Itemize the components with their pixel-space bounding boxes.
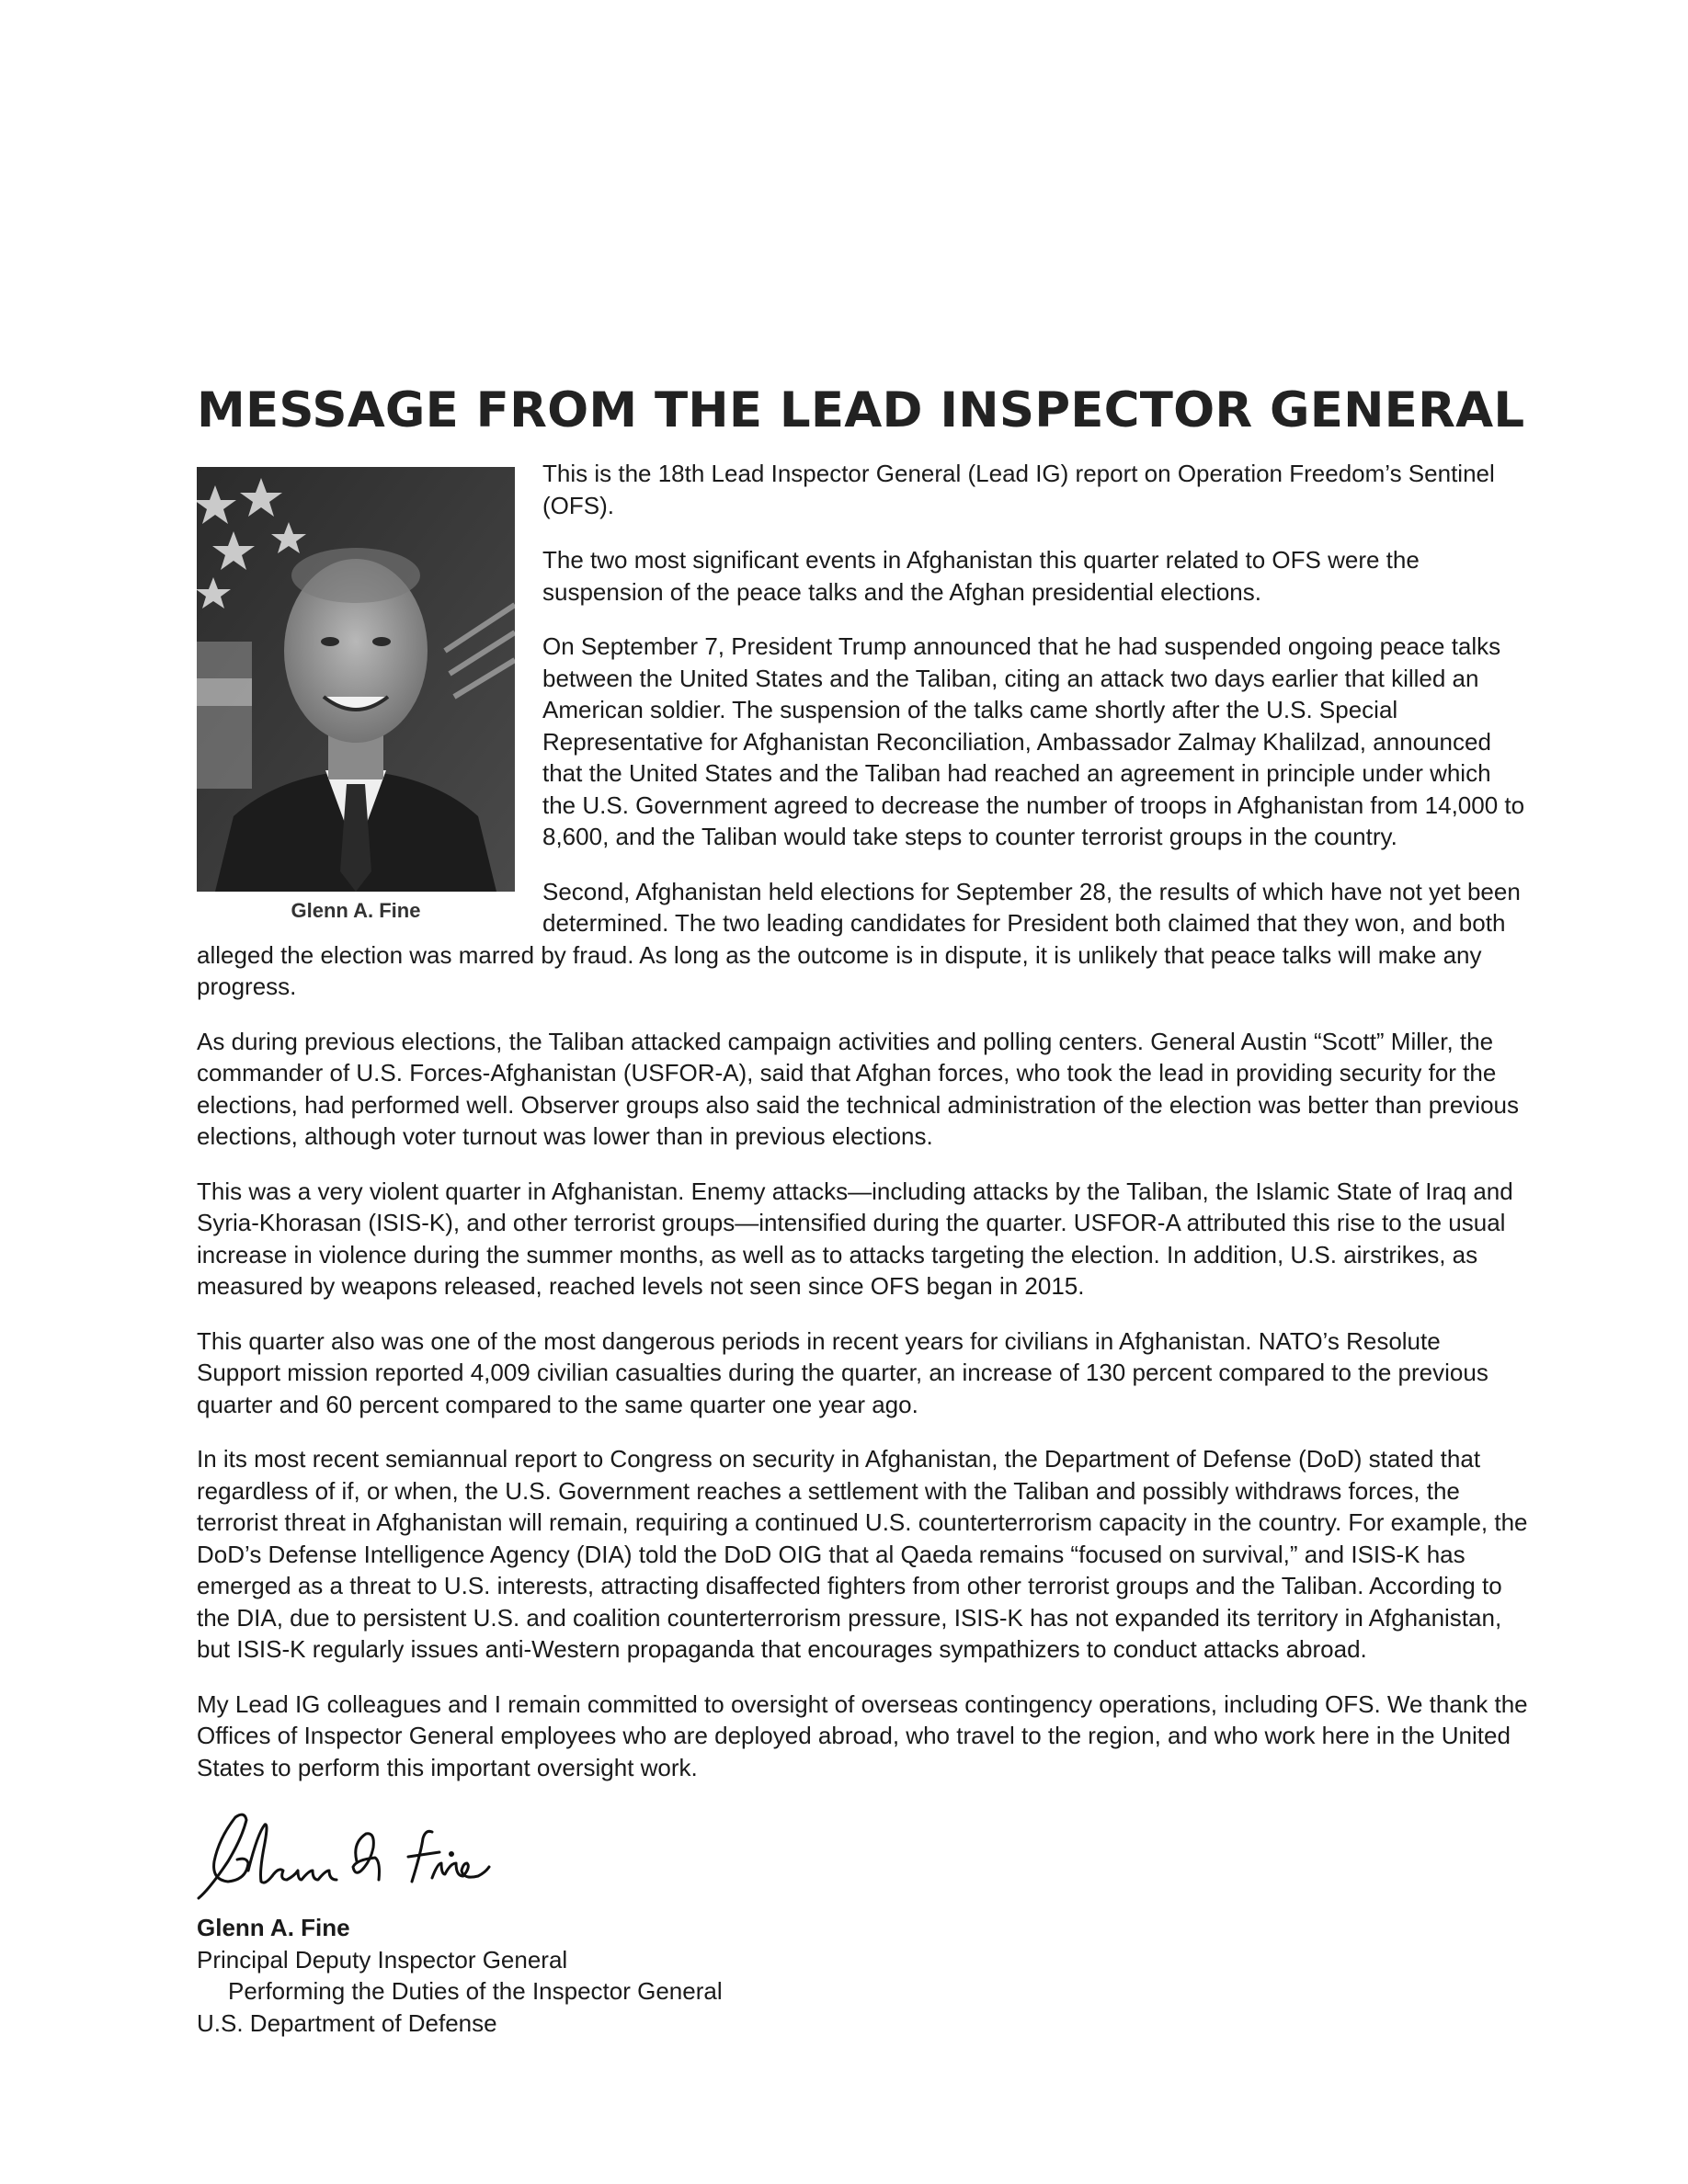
portrait-image [197,467,515,892]
portrait-caption: Glenn A. Fine [291,899,421,923]
paragraph-8: In its most recent semiannual report to Congress on security in Afghanistan, the Department of Defense (DoD) stated that regardless of if, or when, the U.S. Government reaches a settlement with the Taliban and possibly withdraws forces, the terrorist threat in Afghanistan will remain, requiring a continued U.S. counterterrorism capacity in the country. For example, the DoD’s Defense Intelligence Agency (DIA) told the DoD OIG that al Qaeda remains “focused on survival,” and ISIS-K has emerged as a threat to U.S. interests, attracting disaffected fighters from other terrorist groups and the Taliban. According to the DIA, due to persistent U.S. and coalition counterterrorism pressure, ISIS-K has not expanded its territory in Afghanistan, but ISIS-K regularly issues anti-Western propaganda that encourages sympathizers to conduct attacks abroad. [197,1445,1528,1664]
paragraph-6: This was a very violent quarter in Afghanistan. Enemy attacks—including attacks by the Taliban, the Islamic State of Iraq and Syria-Khorasan (ISIS-K), and other terrorist groups—intensified during the quarter. USFOR-A attributed this rise to the usual increase in violence during the summer months, as well as to attacks targeting the election. In addition, U.S. airstrikes, as measured by weapons released, reached levels not seen since OFS began in 2015. [197,1177,1513,1301]
portrait-figure [197,467,515,923]
portrait-photo [197,467,515,892]
paragraph-9: My Lead IG colleagues and I remain committed to oversight of overseas contingency operations, including OFS. We thank the Offices of Inspector General employees who are deployed abroad, who travel to the region, and who work here in the United States to perform this important oversight work. [197,1689,1528,1781]
paragraph-1: This is the 18th Lead Inspector General (Lead IG) report on Operation Freedom’s Sentinel (OFS). [542,460,1495,519]
signature-block [197,1806,1530,2039]
page-title: MESSAGE FROM THE LEAD INSPECTOR GENERAL [197,382,1525,438]
letter-content [197,384,1530,2039]
signer-name: Glenn A. Fine [197,1914,350,1942]
signer-title-line2: Performing the Duties of the Inspector General [228,1977,723,2006]
paragraph-5: As during previous elections, the Taliban attacked campaign activities and polling centers. General Austin “Scott” Miller, the commander of U.S. Forces-Afghanistan (USFOR-A), said that Afghan forces, who took the lead in providing security for the elections, had performed well. Observer groups also said the technical administration of the election was better than previous elections, although voter turnout was lower than in previous elections. [197,1027,1519,1151]
paragraph-2: The two most significant events in Afghanistan this quarter related to OFS were the suspension of the peace talks and the Afghan presidential elections. [542,546,1420,606]
paragraph-7: This quarter also was one of the most dangerous periods in recent years for civilians in Afghanistan. NATO’s Resolute Support mission reported 4,009 civilian casualties during the quarter, an increase of 130 percent compared to the previous quarter and 60 percent compared to the same quarter one year ago. [197,1326,1488,1418]
paragraph-4: Second, Afghanistan held elections for September 28, the results of which have not yet been determined. The two leading candidates for President both claimed that they won, and both alleged the election was marred by fraud. As long as the outcome is in dispute, it is unlikely that peace talks will make any progress. [197,877,1521,1001]
signer-title-line1: Principal Deputy Inspector General [197,1945,568,1974]
signer-organization: U.S. Department of Defense [197,2008,497,2037]
paragraph-3: On September 7, President Trump announced that he had suspended ongoing peace talks between the United States and the Taliban, citing an attack two days earlier that killed an American soldier. The suspension of the talks came shortly after the U.S. Special Representative for Afghanistan Reconciliation, Ambassador Zalmay Khalilzad, announced that the United States and the Taliban had reached an agreement in principle under which the U.S. Government agreed to decrease the number of troops in Afghanistan from 14,000 to 8,600, and the Taliban would take steps to counter terrorist groups in the country. [542,632,1525,851]
handwritten-signature [191,1806,495,1912]
